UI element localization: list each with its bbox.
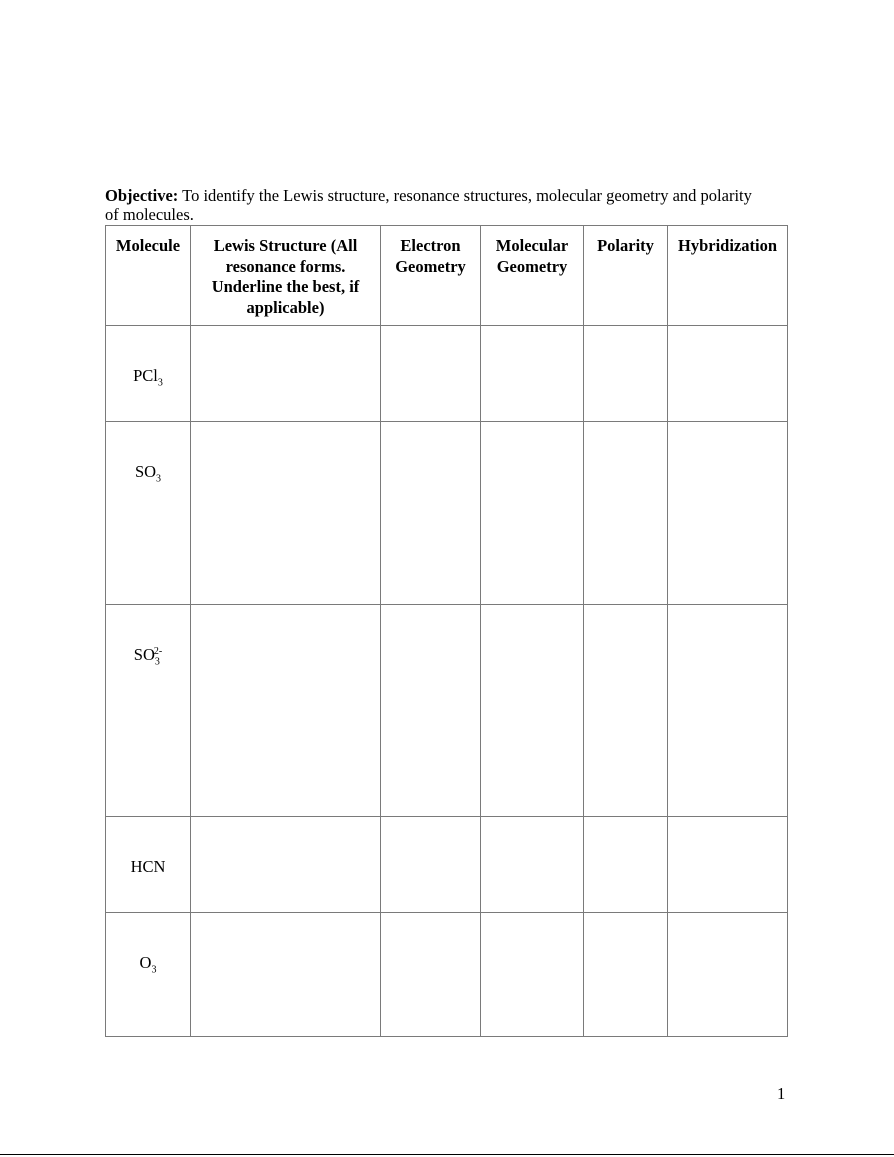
page-number: 1 <box>777 1084 786 1103</box>
objective-paragraph <box>105 186 765 224</box>
table-row <box>106 817 788 913</box>
header-lewis-structure: Lewis Structure (All resonance forms. Underline the best, if applicable) <box>191 226 381 326</box>
molecule-cell <box>106 605 191 817</box>
molecular-geometry-cell[interactable] <box>481 326 584 422</box>
table-row <box>106 605 788 817</box>
electron-geometry-cell[interactable] <box>381 913 481 1037</box>
hybridization-cell[interactable] <box>668 326 788 422</box>
page-bottom-border <box>0 1154 894 1155</box>
molecule-formula: $SO_3$ <box>134 462 162 485</box>
molecule-formula: $O_3$ <box>139 953 157 976</box>
electron-geometry-cell[interactable] <box>381 422 481 605</box>
polarity-cell[interactable] <box>584 817 668 913</box>
lewis-structure-cell[interactable] <box>191 422 381 605</box>
molecule-formula: HCN <box>130 857 166 876</box>
polarity-cell[interactable] <box>584 422 668 605</box>
polarity-cell[interactable] <box>584 605 668 817</box>
molecule-formula: $SO_3^{2-}$ <box>133 645 163 668</box>
electron-geometry-cell[interactable] <box>381 817 481 913</box>
molecular-geometry-cell[interactable] <box>481 605 584 817</box>
hybridization-cell[interactable] <box>668 605 788 817</box>
molecule-cell <box>106 913 191 1037</box>
objective-label: Objective: <box>105 186 179 205</box>
header-molecule: Molecule <box>106 226 191 326</box>
header-molecular-geometry: Molecular Geometry <box>481 226 584 326</box>
table-row <box>106 326 788 422</box>
molecule-cell <box>106 422 191 605</box>
hybridization-cell[interactable] <box>668 913 788 1037</box>
molecule-formula: PCl$_3$ <box>133 366 163 389</box>
molecular-geometry-cell[interactable] <box>481 913 584 1037</box>
lewis-structure-cell[interactable] <box>191 326 381 422</box>
header-electron-geometry: Electron Geometry <box>381 226 481 326</box>
objective-text: To identify the Lewis structure, resonance structures, molecular geometry and polarity of molecules. <box>105 186 752 224</box>
hybridization-cell[interactable] <box>668 817 788 913</box>
polarity-cell[interactable] <box>584 913 668 1037</box>
molecule-cell <box>106 326 191 422</box>
molecule-worksheet-table <box>105 225 788 1037</box>
header-polarity: Polarity <box>584 226 668 326</box>
lewis-structure-cell[interactable] <box>191 913 381 1037</box>
header-hybridization: Hybridization <box>668 226 788 326</box>
lewis-structure-cell[interactable] <box>191 605 381 817</box>
molecular-geometry-cell[interactable] <box>481 422 584 605</box>
lewis-structure-cell[interactable] <box>191 817 381 913</box>
header-row <box>106 226 788 326</box>
hybridization-cell[interactable] <box>668 422 788 605</box>
molecule-cell <box>106 817 191 913</box>
molecular-geometry-cell[interactable] <box>481 817 584 913</box>
electron-geometry-cell[interactable] <box>381 605 481 817</box>
electron-geometry-cell[interactable] <box>381 326 481 422</box>
table-row <box>106 913 788 1037</box>
table-row <box>106 422 788 605</box>
polarity-cell[interactable] <box>584 326 668 422</box>
